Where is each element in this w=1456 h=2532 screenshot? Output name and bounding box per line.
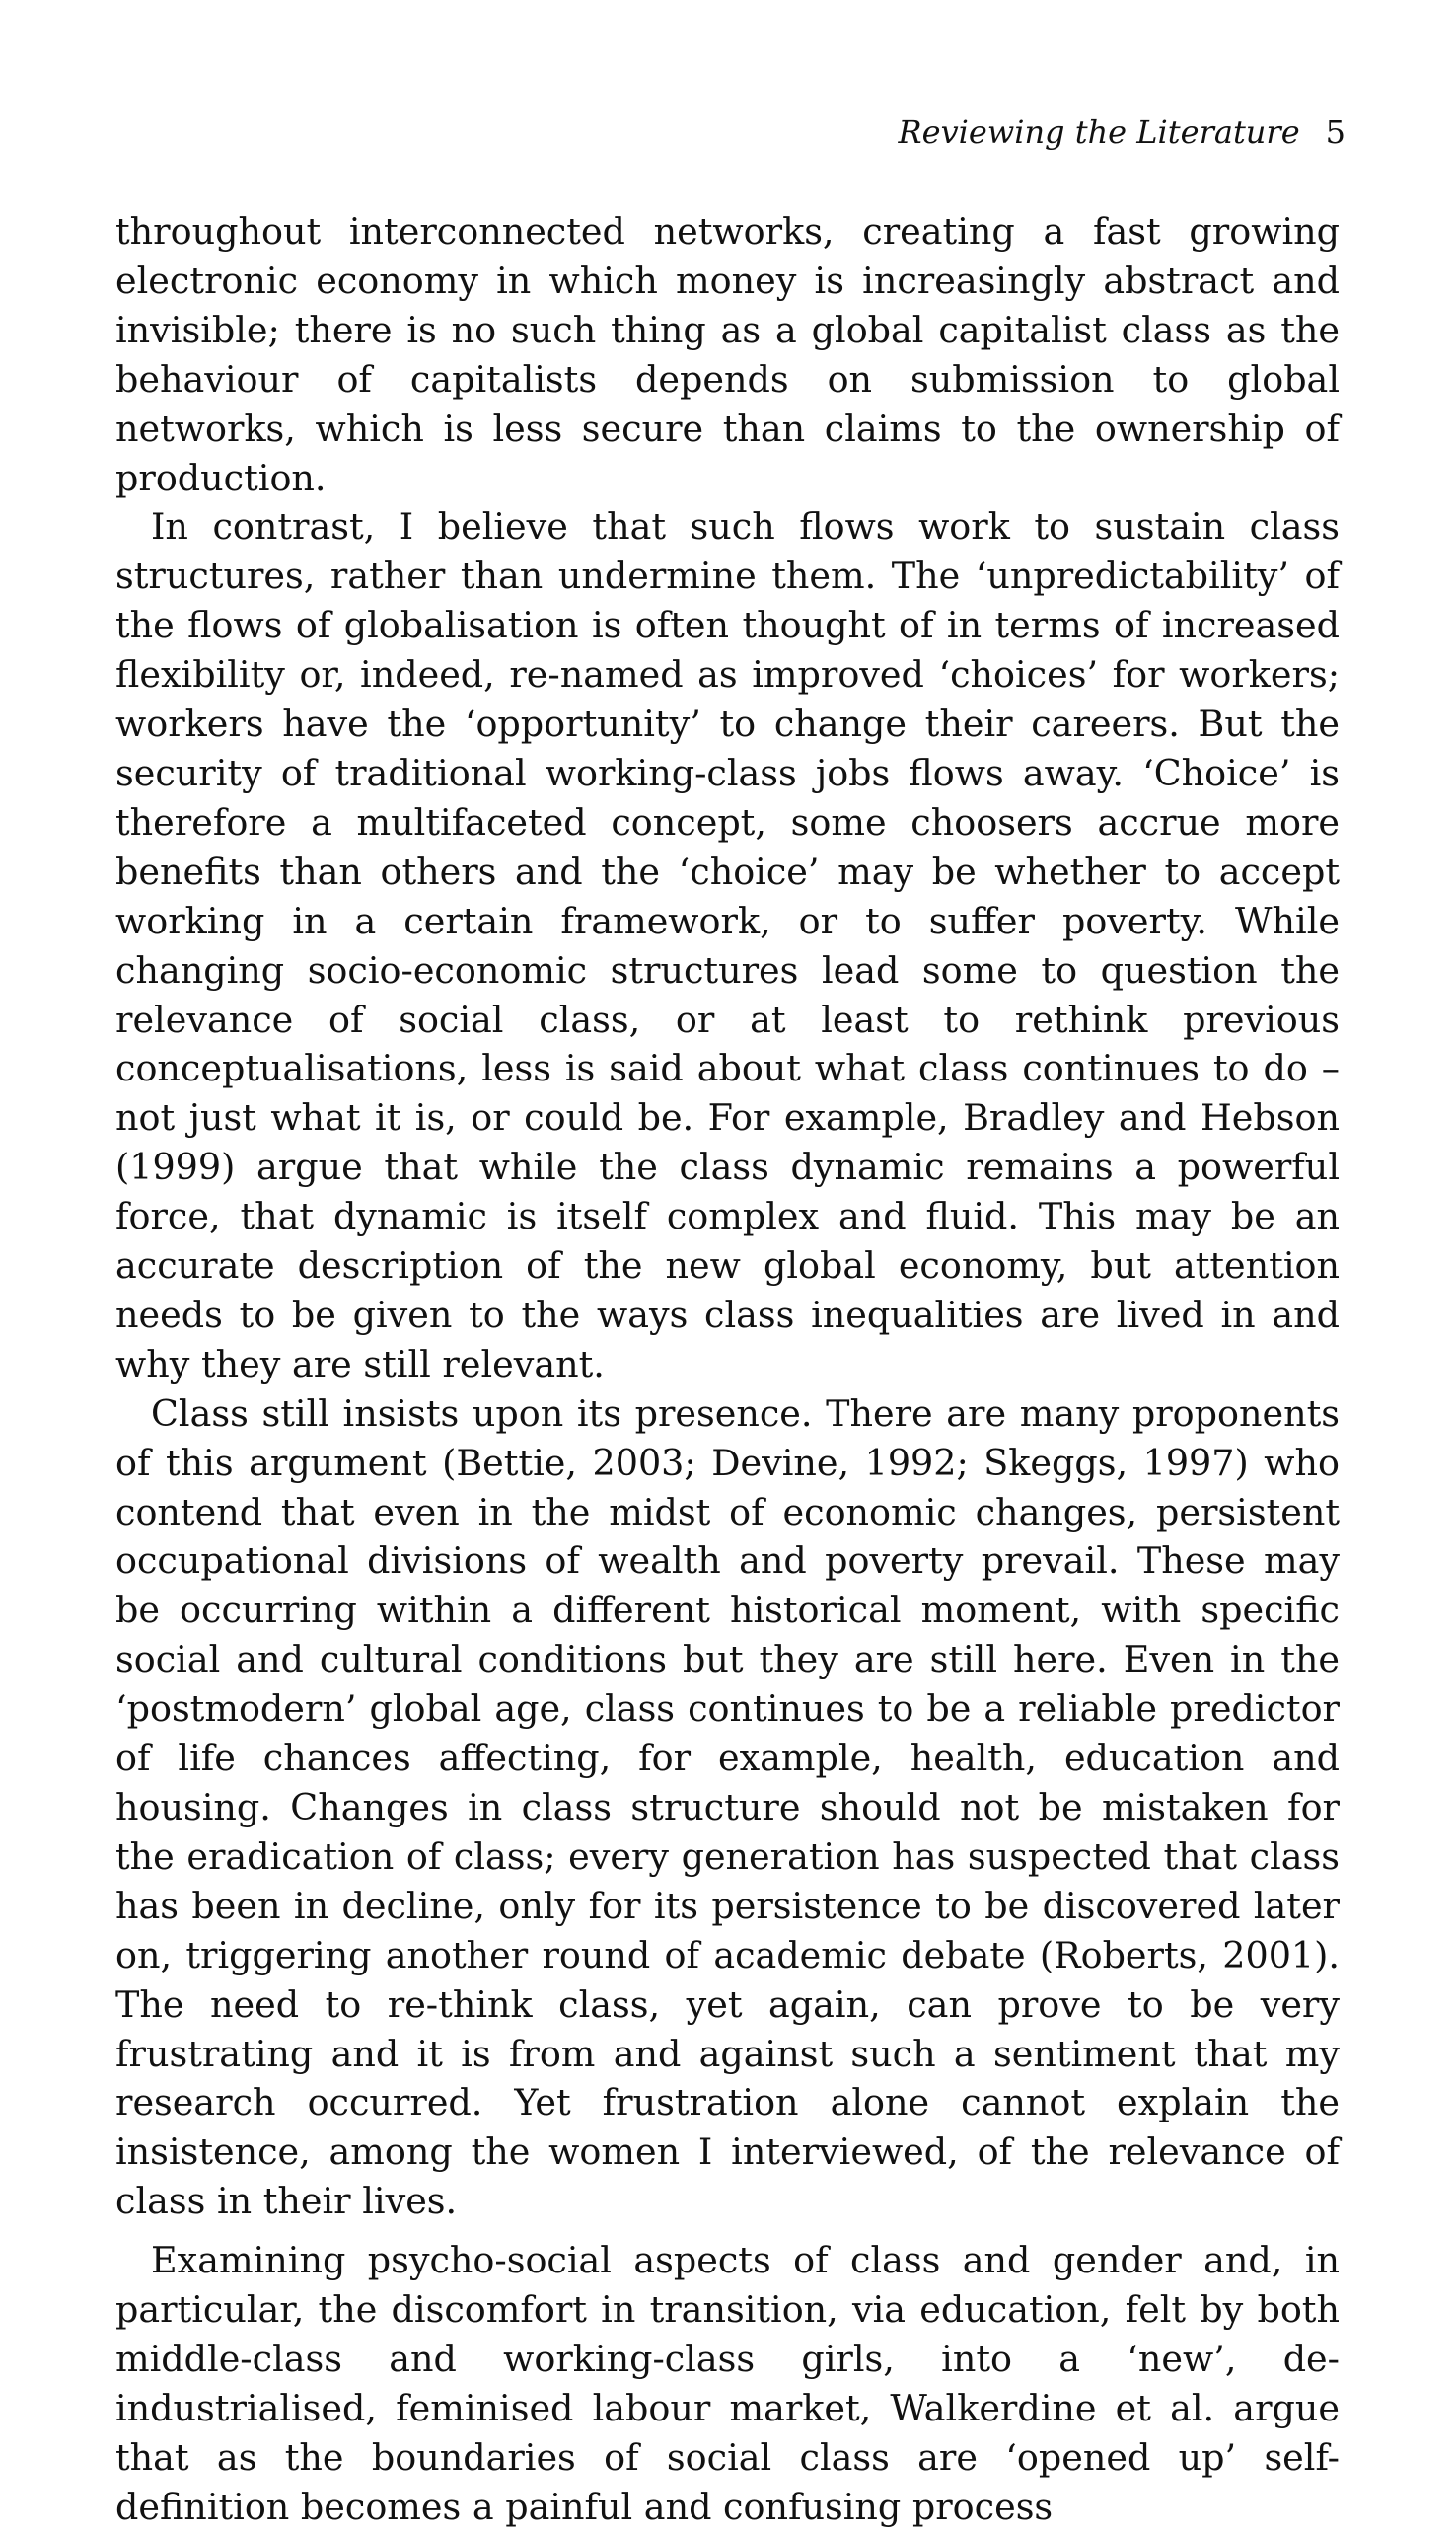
paragraph-continued: throughout interconnected networks, creating a fast growing electronic economy in which money is increasingly abstract and invisible; there is no such thing as a global capitalist class as the behaviour of capitalists depends on submission to global networks, which is less secure than claims to the ownership of production. (115, 210, 1340, 499)
running-head (899, 111, 1346, 154)
page-number: 5 (1325, 113, 1346, 151)
body-text (115, 207, 1340, 2532)
paragraph-in-contrast: In contrast, I believe that such flows work to sustain class structures, rather than undermine them. The ‘unpredictability’ of the flows of globalisation is often thought of in terms of increased flexibility or, indeed, re-named as improved ‘choices’ for workers; workers have the ‘opportunity’ to change their careers. But the security of traditional working-class jobs flows away. ‘Choice’ is therefore a multifaceted concept, some choosers accrue more benefits than others and the ‘choice’ may be whether to accept working in a certain framework, or to suffer poverty. While changing socio-economic structures lead some to question the relevance of social class, or at least to rethink previous conceptualisations, less is said about what class continues to do – not just what it is, or could be. For example, Bradley and Hebson (1999) argue that while the class dynamic remains a powerful force, that dynamic is itself complex and fluid. This may be an accurate description of the new global economy, but attention needs to be given to the ways class inequalities are lived in and why they are still relevant. (115, 505, 1340, 1385)
paragraph-examining: Examining psycho-social aspects of class and gender and, in particular, the discomfort in transition, via education, felt by both middle-class and working-class girls, into a ‘new’, de-industrialised, feminised labour market, Walkerdine et al. argue that as the boundaries of social class are ‘opened up’ self-definition becomes a painful and confusing process (115, 2239, 1340, 2528)
paragraph-class-still-insists: Class still insists upon its presence. There are many proponents of this argument (Bettie, 2003; Devine, 1992; Skeggs, 1997) who contend that even in the midst of economic changes, persistent occupational divisions of wealth and poverty prevail. These may be occurring within a different historical moment, with specific social and cultural conditions but they are still here. Even in the ‘postmodern’ global age, class continues to be a reliable predictor of life chances affecting, for example, health, education and housing. Changes in class structure should not be mistaken for the eradication of class; every generation has suspected that class has been in decline, only for its persistence to be discovered later on, triggering another round of academic debate (Roberts, 2001). The need to re-think class, yet again, can prove to be very frustrating and it is from and against such a sentiment that my research occurred. Yet frustration alone cannot explain the insistence, among the women I interviewed, of the relevance of class in their lives. (115, 1391, 1340, 2223)
running-head-title: Reviewing the Literature (898, 113, 1300, 151)
